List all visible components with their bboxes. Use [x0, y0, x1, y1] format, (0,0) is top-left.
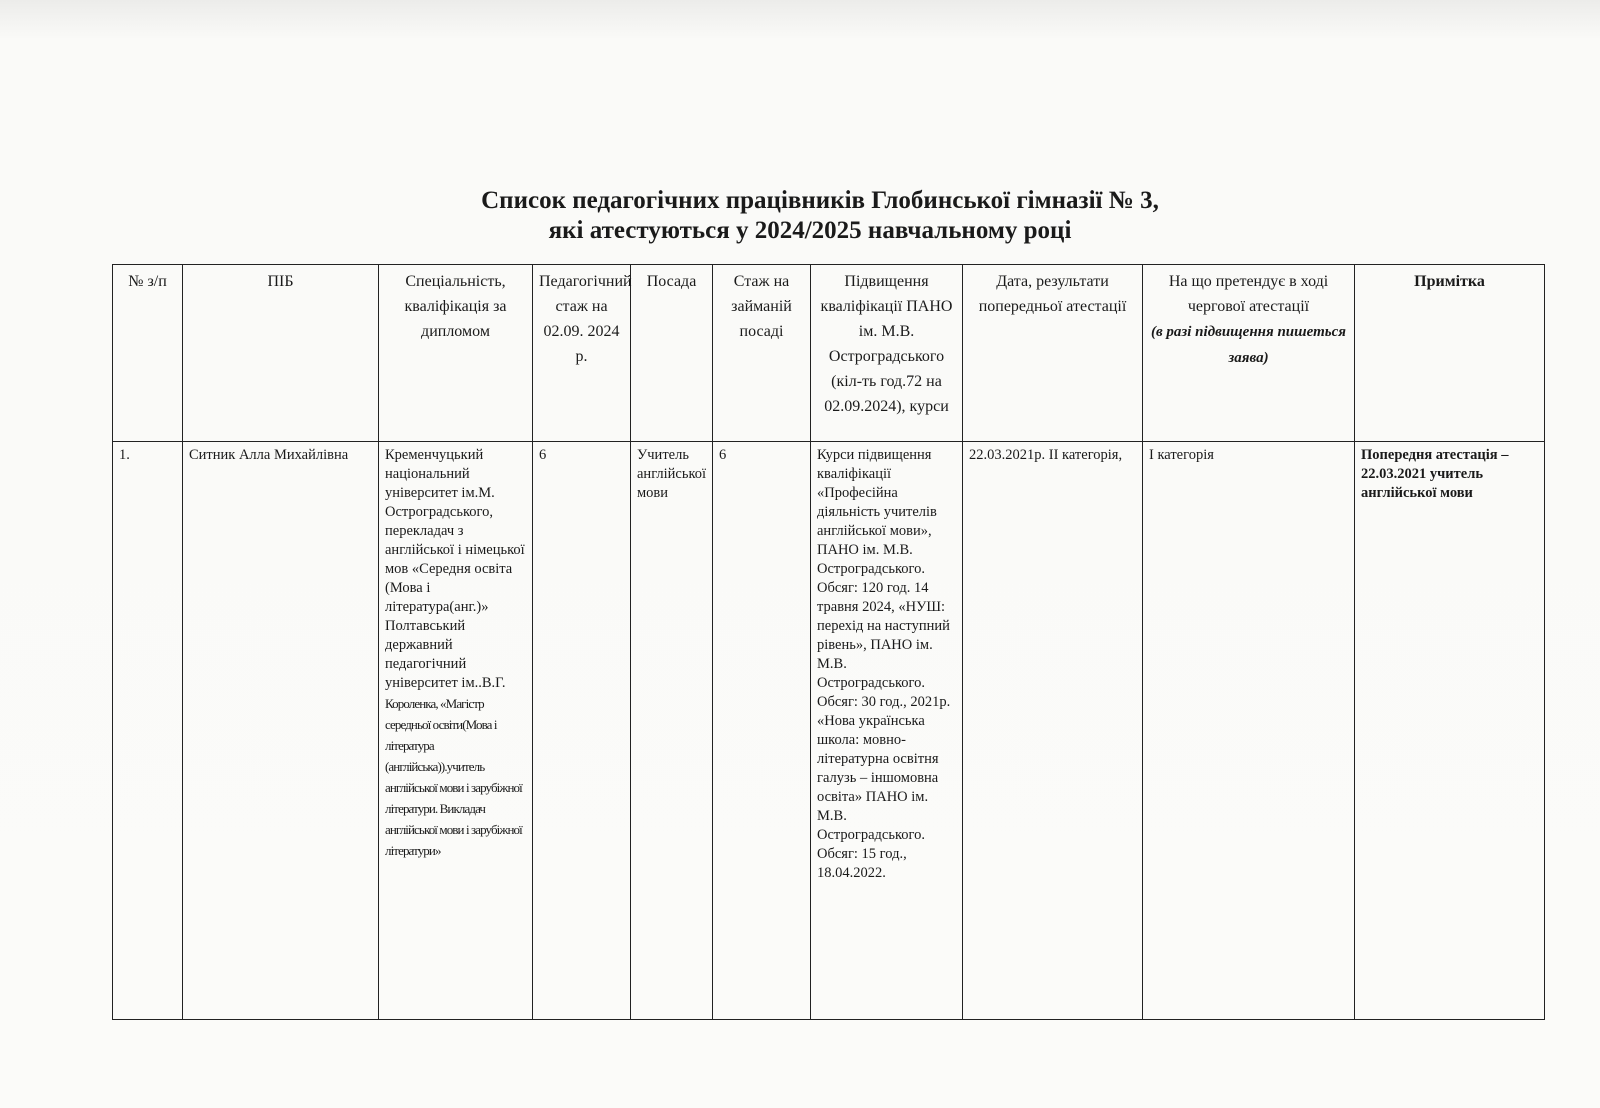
title-line-1: Список педагогічних працівників Глобинської гімназії № 3, — [481, 187, 1159, 214]
header-specialty: Спеціальність, кваліфікація за дипломом — [379, 265, 533, 442]
cell-prev-attestation: 22.03.2021р. ІІ категорія, — [963, 442, 1143, 1020]
specialty-text: Кременчуцький національний університет ім.М. Остроградського, перекладач з англійської і німецької мов «Середня освіта (Мова і література(анг.)» Полтавський державний педагогічний університет ім..В.Г. — [385, 447, 525, 691]
cell-position-experience: 6 — [713, 442, 811, 1020]
attestation-table — [112, 264, 1545, 1020]
title-line-2: які атестуються у 2024/2025 навчальному році — [548, 217, 1072, 244]
cell-position: Учитель англійської мови — [631, 442, 713, 1020]
cell-specialty — [379, 442, 533, 1020]
header-note: Примітка — [1355, 265, 1545, 442]
cell-note: Попередня атестація – 22.03.2021 учитель англійської мови — [1355, 442, 1545, 1020]
header-claim-main: На що претендує в ході чергової атестації — [1168, 273, 1329, 315]
cell-ped-experience: 6 — [533, 442, 631, 1020]
header-num: № з/п — [113, 265, 183, 442]
cell-num: 1. — [113, 442, 183, 1020]
header-claim — [1143, 265, 1355, 442]
specialty-text-condensed: Короленка, «Магістр середньої освіти(Мова і література (англійська)).учитель англійської мови і зарубіжної літератури. Викладач англійської мови і зарубіжної літератури» — [385, 696, 522, 858]
cell-name: Ситник Алла Михайлівна — [183, 442, 379, 1020]
header-position: Посада — [631, 265, 713, 442]
header-prev-attestation: Дата, результати попередньої атестації — [963, 265, 1143, 442]
cell-claim: І категорія — [1143, 442, 1355, 1020]
table-header-row — [113, 265, 1545, 442]
header-ped-experience: Педагогічний стаж на 02.09. 2024 р. — [533, 265, 631, 442]
header-claim-note: (в разі підвищення пишеться заява) — [1150, 324, 1347, 366]
header-qualification: Підвищення кваліфікації ПАНО ім. М.В. Остроградського (кіл-ть год.72 на 02.09.2024), курси — [811, 265, 963, 442]
header-name: ПІБ — [183, 265, 379, 442]
table-row — [113, 442, 1545, 1020]
header-position-experience: Стаж на займаній посаді — [713, 265, 811, 442]
cell-qualification: Курси підвищення кваліфікації «Професійна діяльність учителів англійської мови», ПАНО ім. М.В. Остроградського. Обсяг: 120 год. 14 травня 2024, «НУШ: перехід на наступний рівень», ПАНО ім. М.В. Остроградського. Обсяг: 30 год., 2021р. «Нова українська школа: мовно-літературна освітня галузь – іншомовна освіта» ПАНО ім. М.В. Остроградського. Обсяг: 15 год., 18.04.2022. — [811, 442, 963, 1020]
document-title — [0, 186, 1600, 246]
